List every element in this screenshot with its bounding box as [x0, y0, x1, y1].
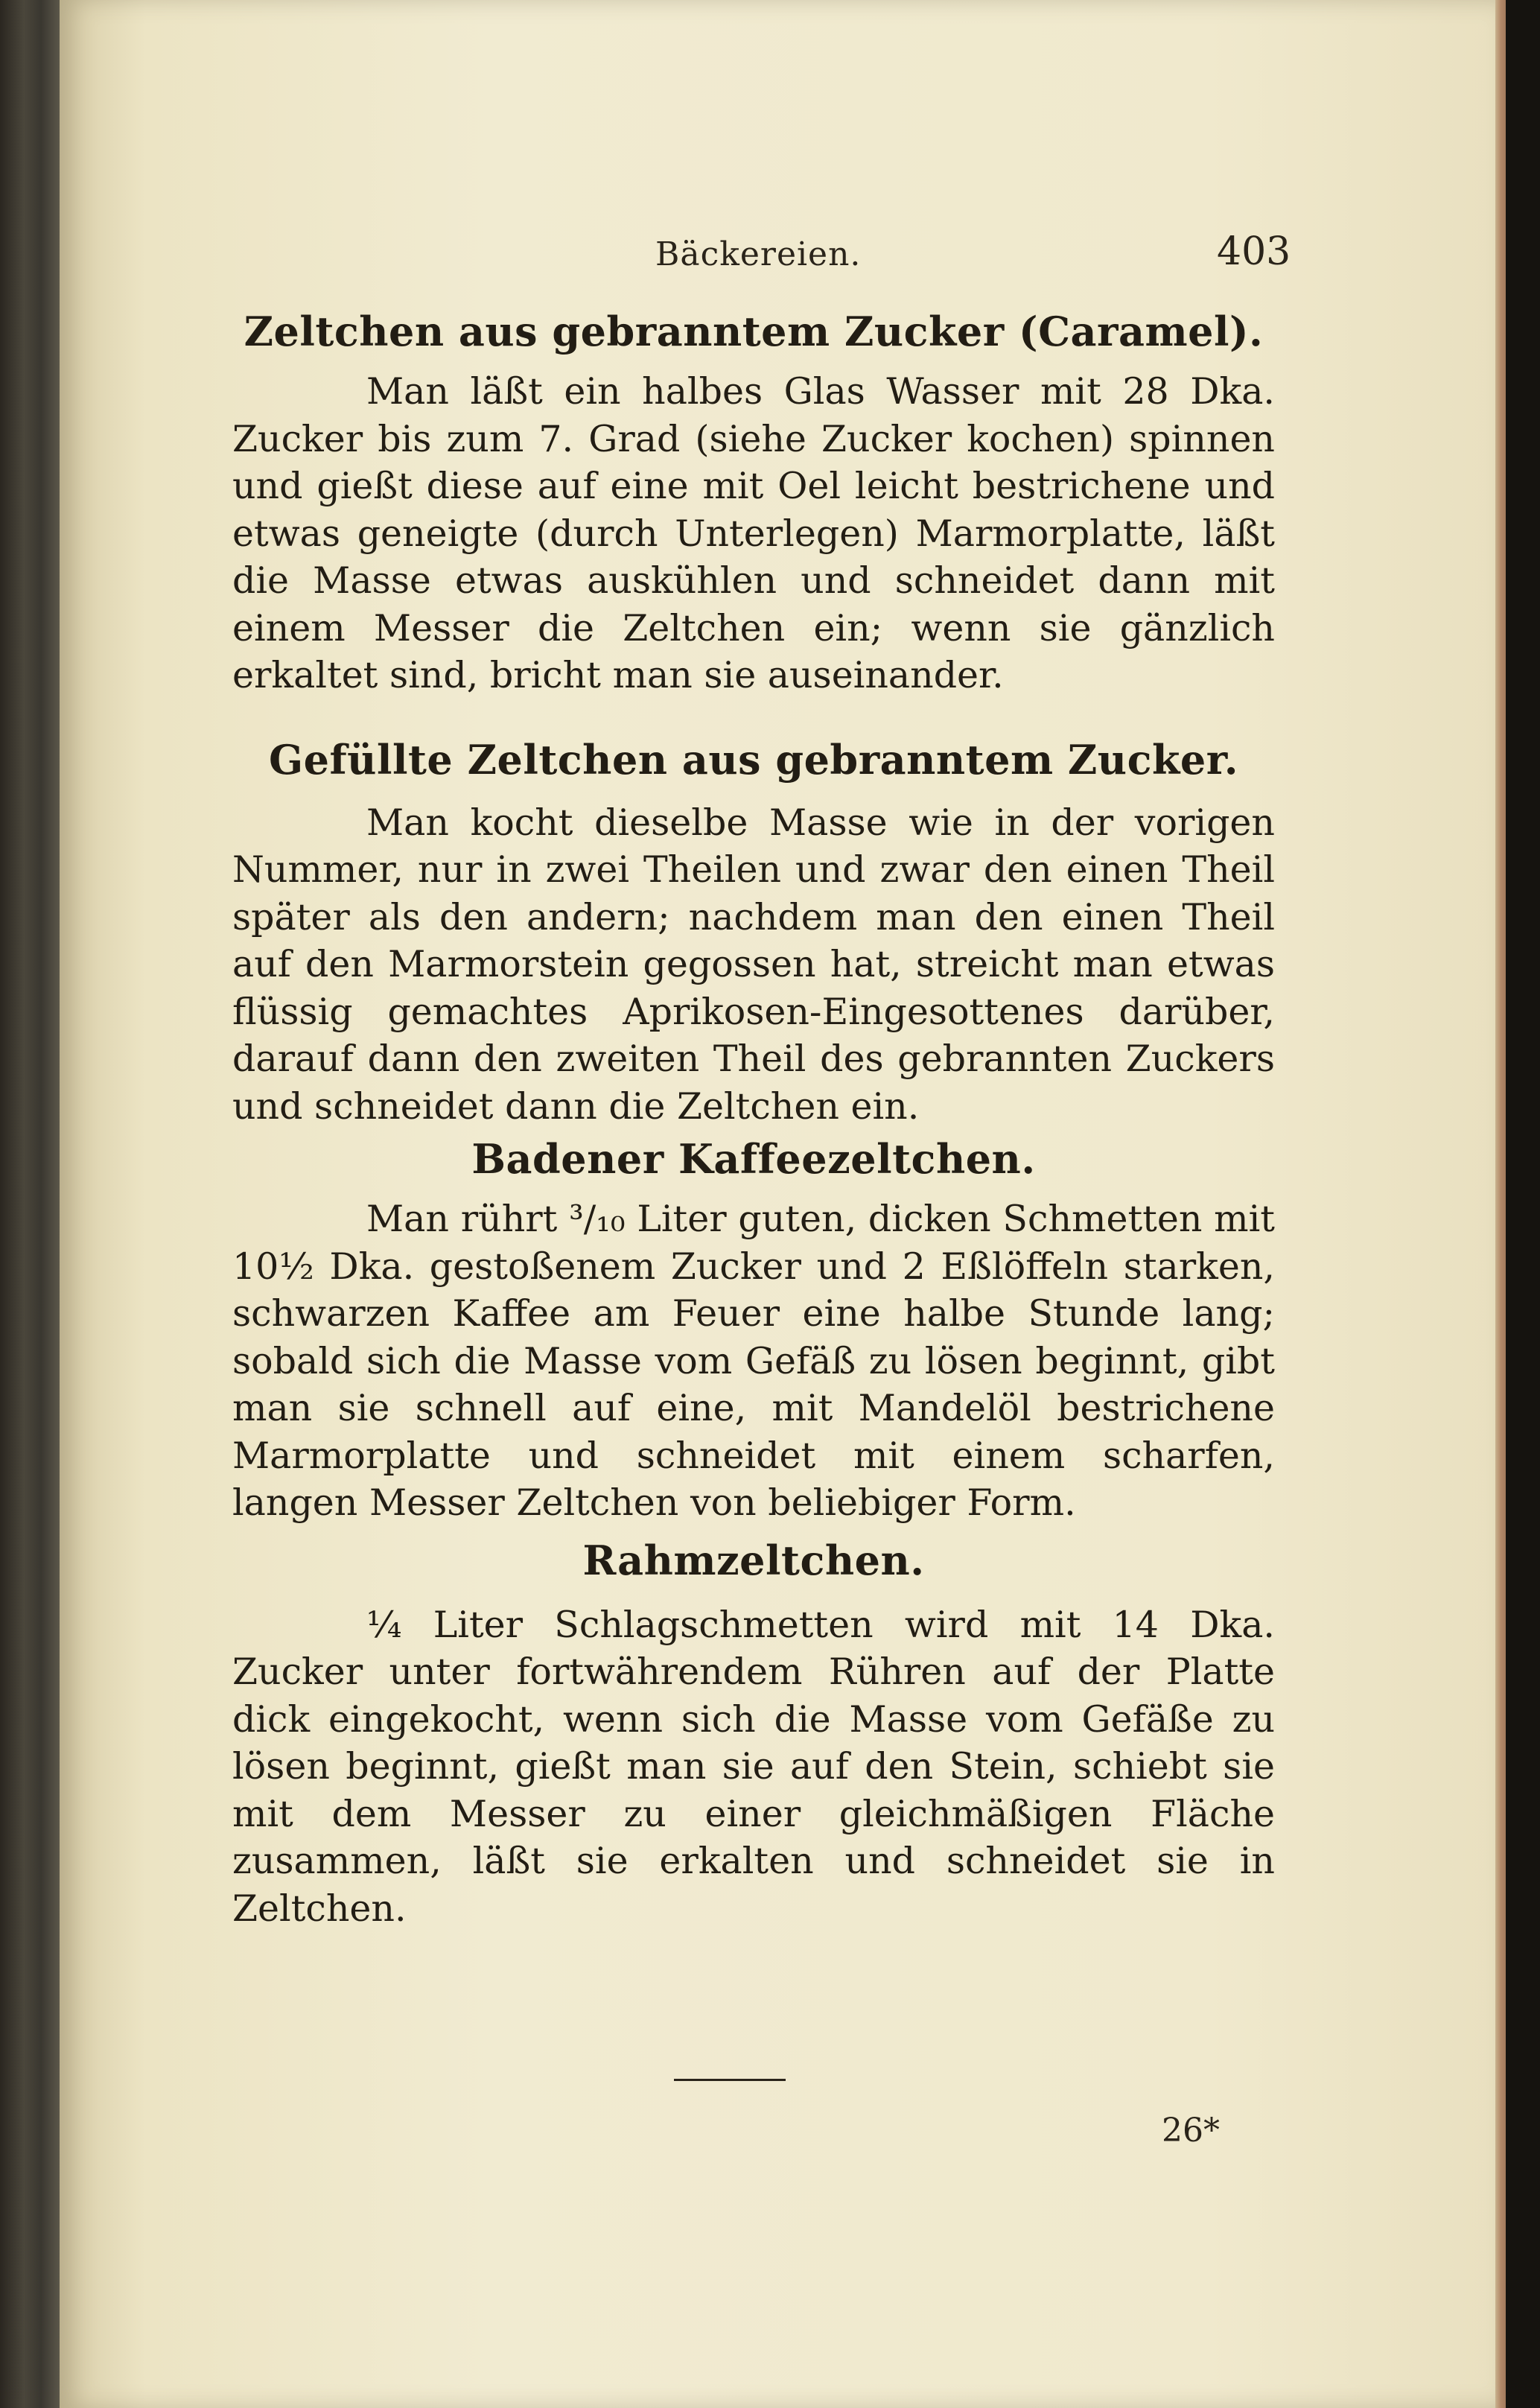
section-heading: Rahmzeltchen.	[582, 1536, 925, 1584]
section-heading: Gefüllte Zeltchen aus gebranntem Zucker.	[268, 735, 1239, 784]
page-edge	[1495, 0, 1506, 2408]
section-heading: Zeltchen aus gebranntem Zucker (Caramel).	[244, 308, 1264, 355]
section-paragraph: Man läßt ein halbes Glas Wasser mit 28 Dka. Zucker bis zum 7. Grad (siehe Zucker kochen) spinnen und gießt diese auf eine mit Oel leicht bestrichene und etwas geneigte (durch Unterlegen) Marmorplatte, läßt die Masse etwas auskühlen und schneidet dann mit einem Messer die Zeltchen ein; wenn sie gänzlich erkaltet sind, bricht man sie auseinander.	[232, 370, 1275, 696]
running-head	[0, 229, 1540, 289]
book-spine	[0, 0, 69, 2408]
section-heading: Badener Kaffeezeltchen.	[471, 1135, 1036, 1183]
background-edge	[1506, 0, 1540, 2408]
text-block	[232, 298, 1275, 1932]
footer-rule	[674, 2079, 786, 2081]
section-paragraph: Man kocht dieselbe Masse wie in der vorigen Nummer, nur in zwei Theilen und zwar den einen Theil später als den andern; nachdem man den einen Theil auf den Marmorstein gegossen hat, streicht man etwas flüssig gemachtes Aprikosen-Eingesottenes darüber, darauf dann den zweiten Theil des gebrannten Zuckers und schneidet dann die Zeltchen ein.	[232, 801, 1275, 1128]
page-number: 403	[1217, 229, 1291, 274]
signature-mark: 26*	[1162, 2112, 1220, 2150]
section-paragraph: Man rührt ³/₁₀ Liter guten, dicken Schmetten mit 10½ Dka. gestoßenem Zucker und 2 Eßlöffeln starken, schwarzen Kaffee am Feuer eine halbe Stunde lang; sobald sich die Masse vom Gefäß zu lösen beginnt, gibt man sie schnell auf eine, mit Mandelöl bestrichene Marmorplatte und schneidet mit einem scharfen, langen Messer Zeltchen von beliebiger Form.	[232, 1198, 1275, 1524]
section-paragraph: ¼ Liter Schlagschmetten wird mit 14 Dka. Zucker unter fortwährendem Rühren auf der Platte dick eingekocht, wenn sich die Masse vom Gefäße zu lösen beginnt, gießt man sie auf den Stein, schiebt sie mit dem Messer zu einer gleichmäßigen Fläche zusammen, läßt sie erkalten und schneidet sie in Zeltchen.	[232, 1603, 1275, 1930]
running-title: Bäckereien.	[655, 235, 862, 273]
